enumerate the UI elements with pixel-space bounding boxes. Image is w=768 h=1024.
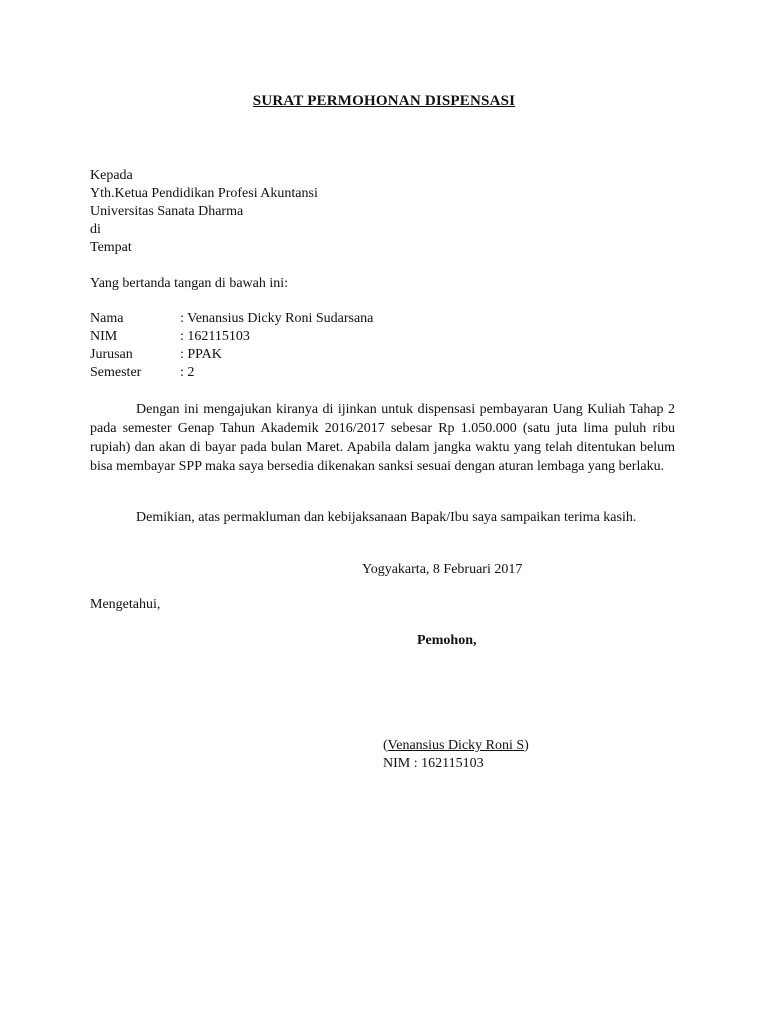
- signature-open-paren: (: [383, 738, 388, 753]
- address-recipient: Yth.Ketua Pendidikan Profesi Akuntansi: [90, 186, 318, 201]
- signature-close-paren: ): [524, 738, 529, 753]
- identity-row-name: [90, 310, 373, 328]
- identity-label: Jurusan: [90, 347, 133, 362]
- address-preposition: di: [90, 222, 101, 237]
- identity-list: [90, 310, 373, 382]
- applicant-label: Pemohon,: [417, 633, 477, 648]
- closing-paragraph: [90, 508, 675, 527]
- intro-line: [90, 275, 288, 293]
- identity-value: : PPAK: [180, 347, 222, 362]
- signature-name-line: [383, 738, 529, 754]
- identity-label: Nama: [90, 311, 124, 326]
- identity-row-jurusan: [90, 346, 373, 364]
- identity-value: : 162115103: [180, 329, 250, 344]
- identity-label: NIM: [90, 329, 118, 344]
- body-paragraph: [90, 400, 675, 476]
- address-institution: Universitas Sanata Dharma: [90, 204, 244, 219]
- address-greeting: Kepada: [90, 168, 133, 183]
- identity-label: Semester: [90, 365, 142, 380]
- acknowledged-label: Mengetahui,: [90, 597, 161, 612]
- letter-title: SURAT PERMOHONAN DISPENSASI: [252, 93, 516, 109]
- identity-value: : 2: [180, 365, 195, 380]
- place-date: Yogyakarta, 8 Februari 2017: [362, 562, 523, 577]
- intro-text: Yang bertanda tangan di bawah ini:: [90, 276, 289, 291]
- identity-value: : Venansius Dicky Roni Sudarsana: [180, 311, 374, 326]
- identity-row-nim: [90, 328, 373, 346]
- recipient-address: [90, 167, 318, 257]
- signature-nim: NIM : 162115103: [383, 756, 484, 771]
- closing-paragraph-text: Demikian, atas permakluman dan kebijaksanaan Bapak/Ibu saya sampaikan terima kasih.: [136, 510, 637, 525]
- address-place: Tempat: [90, 240, 132, 255]
- signature-name: Venansius Dicky Roni S: [387, 738, 525, 753]
- body-paragraph-text: Dengan ini mengajukan kiranya di ijinkan untuk dispensasi pembayaran Uang Kuliah Tahap 2 pada semester Genap Tahun Akademik 2016/2017 sebesar Rp 1.050.000 (satu juta lima puluh ribu rupiah) dan akan di bayar pada bulan Maret. Apabila dalam jangka waktu yang telah ditentukan belum bisa membayar SPP maka saya bersedia dikenakan sanksi sesuai dengan aturan lembaga yang berlaku.: [90, 402, 675, 474]
- identity-row-semester: [90, 364, 373, 382]
